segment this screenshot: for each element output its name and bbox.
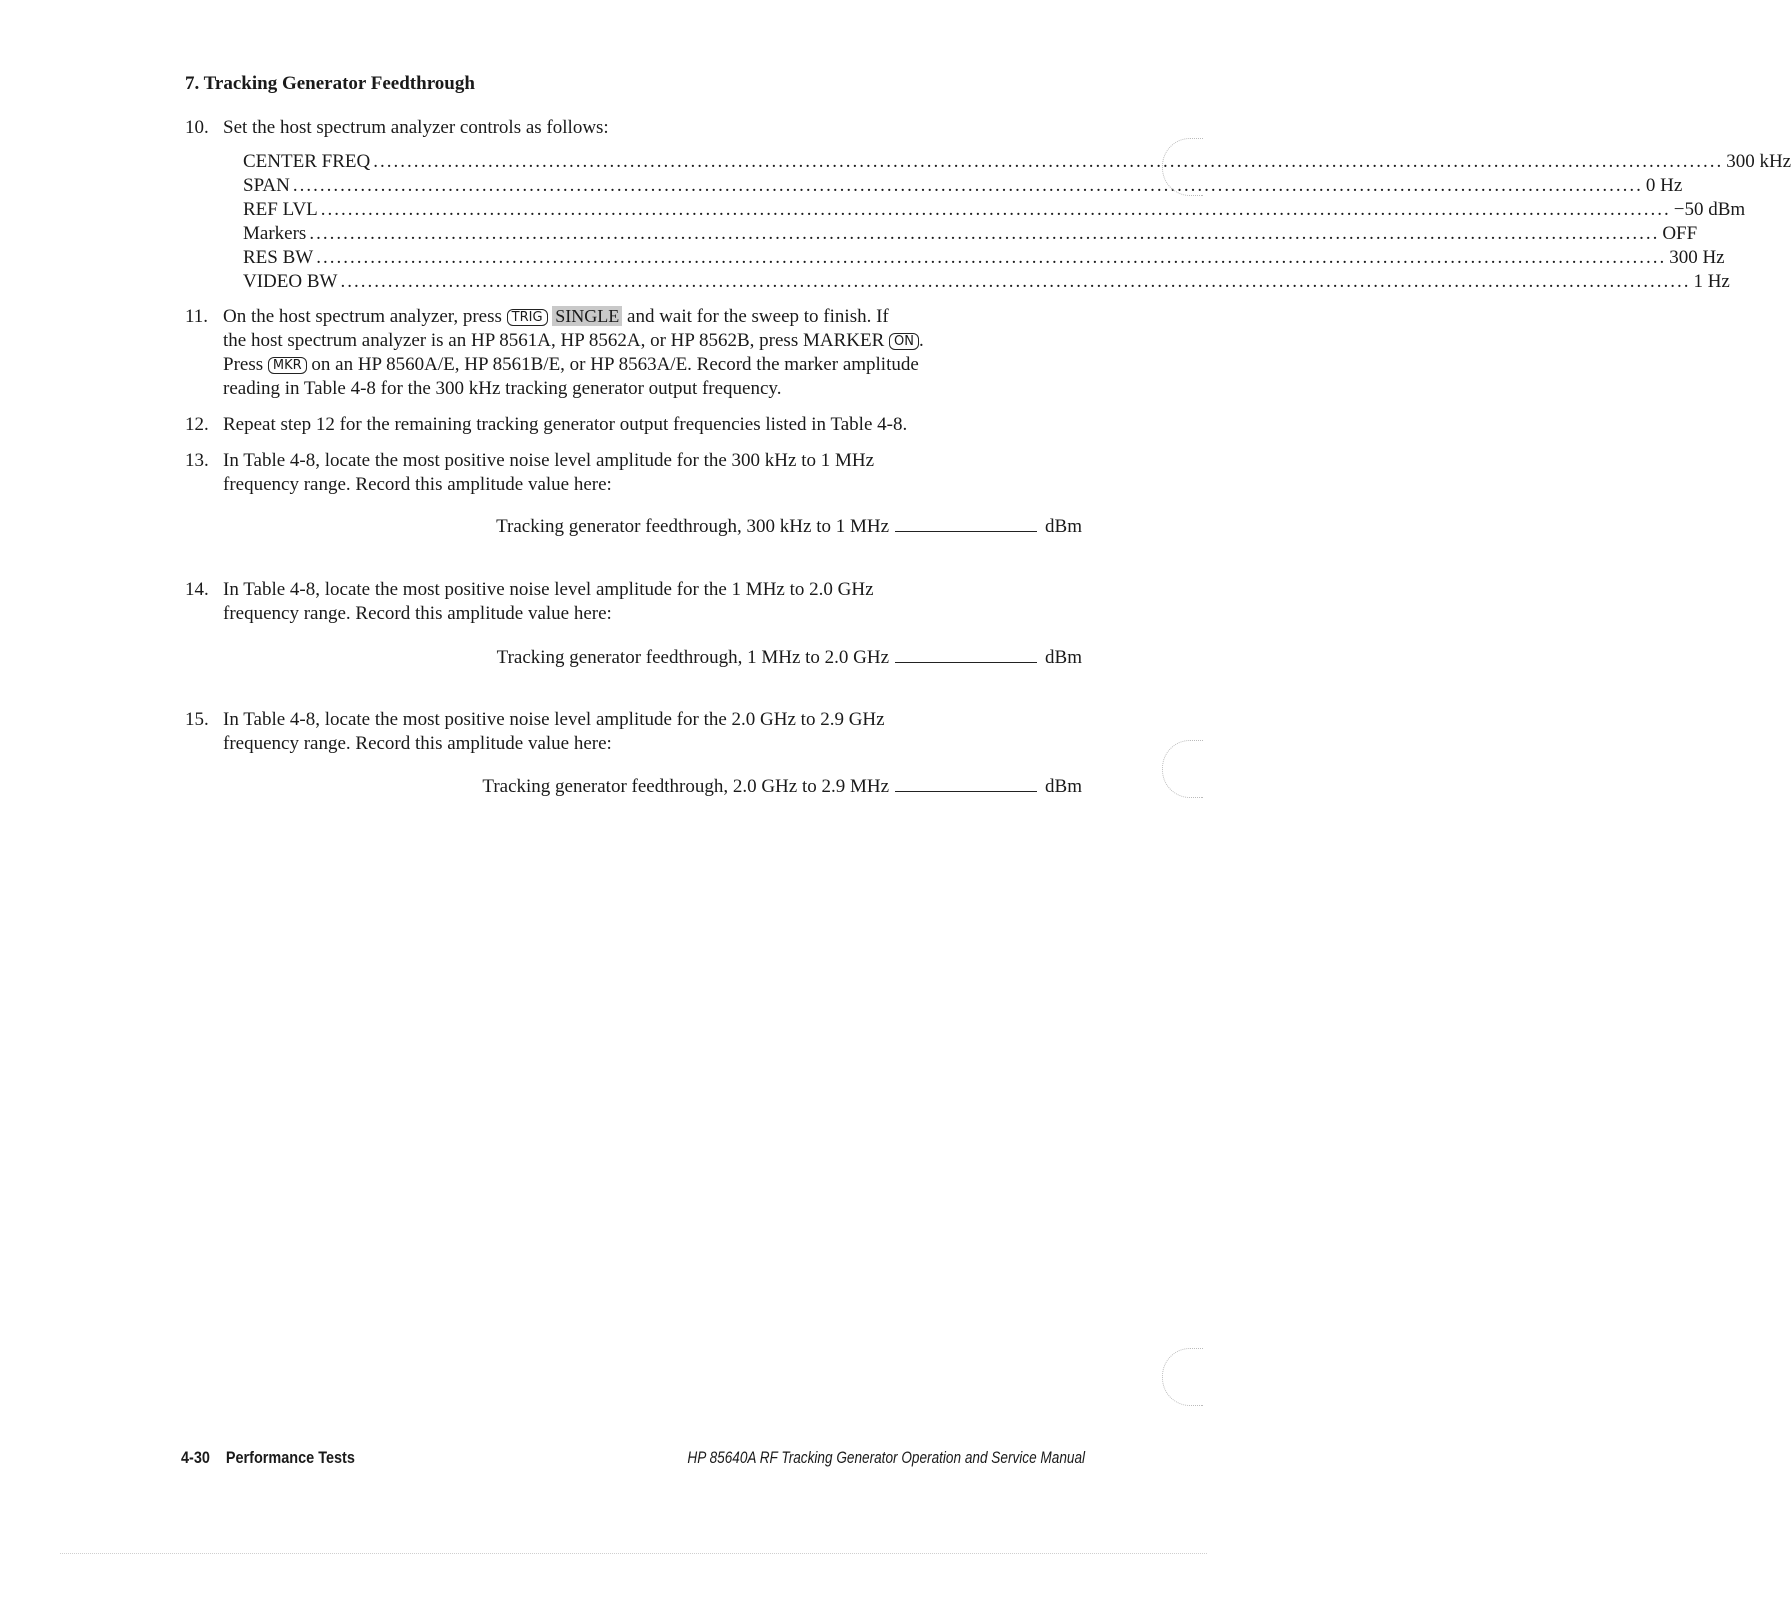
step-body — [223, 708, 1085, 756]
setting-row — [243, 198, 1746, 222]
binder-hole-mark — [1162, 740, 1203, 798]
step-line: frequency range. Record this amplitude value here: — [223, 733, 612, 754]
record-blank-line[interactable] — [895, 515, 1037, 532]
step-line: In Table 4-8, locate the most positive noise level amplitude for the 300 kHz to 1 MHz — [223, 450, 875, 471]
setting-value: OFF — [1662, 223, 1698, 244]
step-line — [223, 329, 1085, 353]
step-number: 13. — [185, 450, 209, 471]
step-number: 10. — [185, 117, 209, 138]
dot-leader: ........................................................................................................................................................................................................ — [373, 151, 1724, 172]
record-unit: dBm — [1045, 776, 1082, 797]
step-line: In Table 4-8, locate the most positive noise level amplitude for the 2.0 GHz to 2.9 GHz — [223, 709, 885, 730]
setting-label: SPAN — [243, 175, 290, 196]
step-body — [223, 305, 1085, 401]
record-feedthrough-300khz-1mhz — [496, 515, 1082, 539]
step-number: 15. — [185, 709, 209, 730]
step-text: the host spectrum analyzer is an HP 8561A, HP 8562A, or HP 8562B, press MARKER — [223, 330, 885, 351]
setting-value: 300 Hz — [1669, 247, 1725, 268]
on-hardkey: ON — [889, 333, 919, 350]
step-line: In Table 4-8, locate the most positive noise level amplitude for the 1 MHz to 2.0 GHz — [223, 579, 874, 600]
settings-list — [243, 150, 1791, 294]
record-unit: dBm — [1045, 516, 1082, 537]
section-title: 7. Tracking Generator Feedthrough — [185, 73, 475, 94]
step-number: 11. — [185, 306, 209, 327]
footer-left — [181, 1446, 355, 1470]
record-feedthrough-1mhz-2ghz — [497, 646, 1082, 670]
step-body — [223, 449, 1085, 497]
setting-value: 0 Hz — [1645, 175, 1683, 196]
setting-label: Markers — [243, 223, 307, 244]
setting-value: 1 Hz — [1693, 271, 1730, 292]
step-line — [223, 305, 1085, 329]
setting-label: RES BW — [243, 247, 314, 268]
record-blank-line[interactable] — [895, 775, 1037, 792]
trig-hardkey: TRIG — [507, 309, 548, 326]
binder-hole-mark — [1162, 1348, 1203, 1406]
setting-row — [243, 222, 1698, 246]
setting-value: 300 kHz — [1726, 151, 1791, 172]
record-blank-line[interactable] — [895, 646, 1037, 663]
mkr-hardkey: MKR — [268, 357, 307, 374]
step-line: frequency range. Record this amplitude value here: — [223, 603, 612, 624]
record-label: Tracking generator feedthrough, 1 MHz to 2.0 GHz — [496, 647, 890, 668]
dot-leader: ........................................................................................................................................................................................................ — [309, 223, 1660, 244]
step-text: . — [918, 330, 924, 351]
step-text: on an HP 8560A/E, HP 8561B/E, or HP 8563A/E. Record the marker amplitude — [311, 354, 919, 375]
setting-label: REF LVL — [243, 199, 318, 220]
step-line: reading in Table 4-8 for the 300 kHz tracking generator output frequency. — [223, 378, 782, 399]
step-text: Set the host spectrum analyzer controls as follows: — [223, 117, 609, 138]
footer-manual-title: HP 85640A RF Tracking Generator Operation and Service Manual — [687, 1448, 1085, 1467]
step-number: 12. — [185, 414, 209, 435]
step-number: 14. — [185, 579, 209, 600]
single-softkey: SINGLE — [552, 306, 622, 326]
record-unit: dBm — [1045, 647, 1082, 668]
step-text: Press — [223, 354, 264, 375]
step-text: and wait for the sweep to finish. If — [627, 306, 889, 327]
step-line: frequency range. Record this amplitude value here: — [223, 474, 612, 495]
setting-label: VIDEO BW — [243, 271, 338, 292]
dot-leader: ........................................................................................................................................................................................................ — [316, 247, 1667, 268]
dot-leader: ........................................................................................................................................................................................................ — [292, 175, 1643, 196]
scan-edge-line — [60, 1553, 1207, 1554]
footer-section-name: Performance Tests — [225, 1448, 355, 1467]
setting-row — [243, 150, 1791, 174]
setting-row — [243, 246, 1725, 270]
page-number: 4-30 — [181, 1448, 210, 1467]
step-text: On the host spectrum analyzer, press — [223, 306, 502, 327]
setting-value: −50 dBm — [1673, 199, 1746, 220]
setting-row — [243, 270, 1730, 294]
step-body — [223, 578, 1085, 626]
step-text: Repeat step 12 for the remaining tracking generator output frequencies listed in Table 4-8. — [223, 414, 908, 435]
step-line — [223, 353, 1085, 377]
setting-label: CENTER FREQ — [243, 151, 371, 172]
record-label: Tracking generator feedthrough, 2.0 GHz to 2.9 MHz — [482, 776, 890, 797]
setting-row — [243, 174, 1683, 198]
record-label: Tracking generator feedthrough, 300 kHz to 1 MHz — [496, 516, 890, 537]
dot-leader: ........................................................................................................................................................................................................ — [320, 199, 1671, 220]
dot-leader: ........................................................................................................................................................................................................ — [340, 271, 1691, 292]
record-feedthrough-2ghz-2-9ghz — [482, 775, 1082, 799]
